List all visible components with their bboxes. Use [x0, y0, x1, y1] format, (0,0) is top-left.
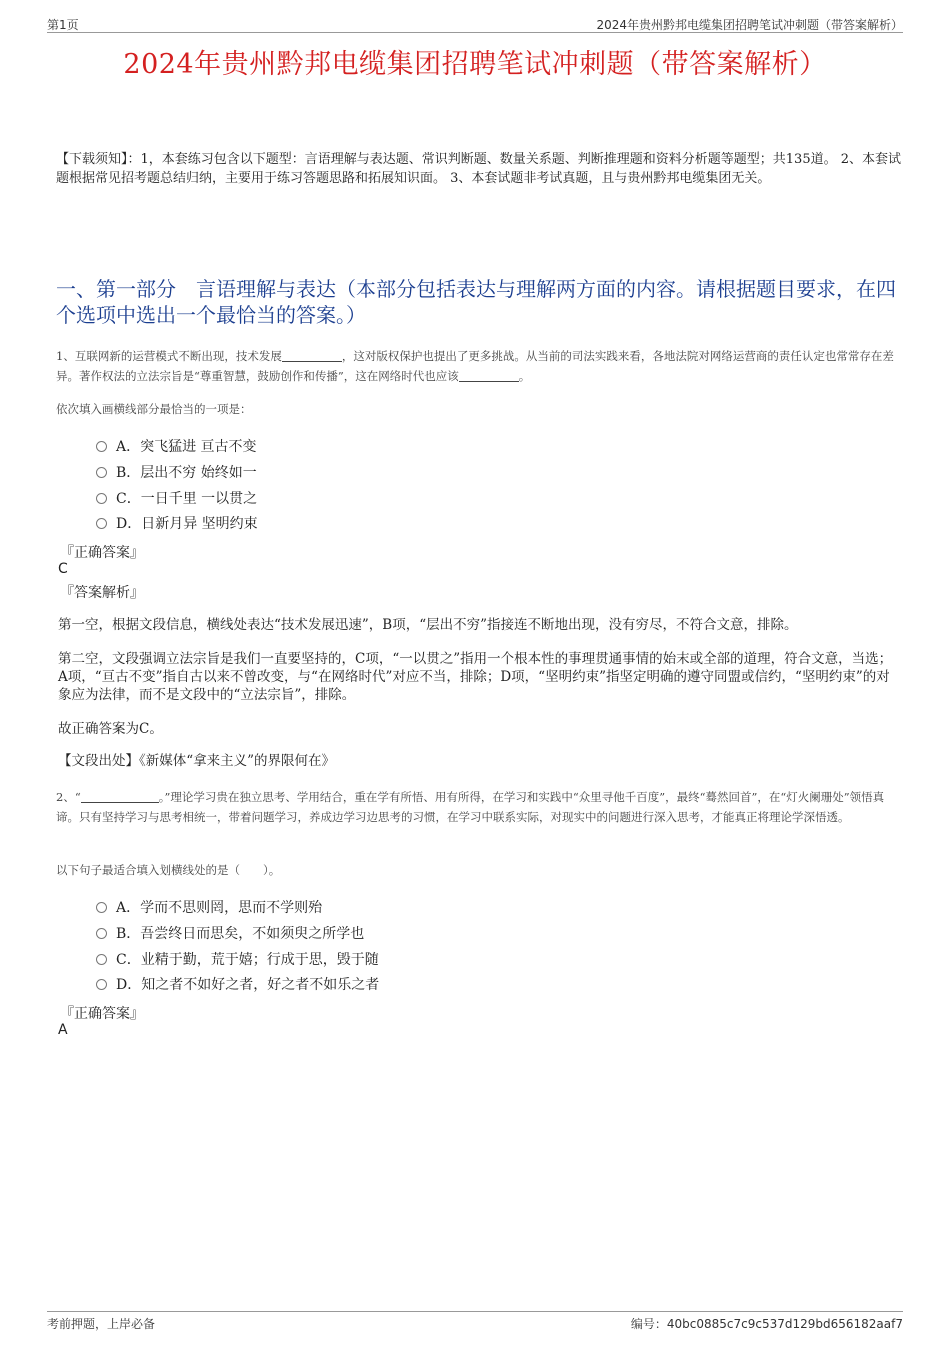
question-1-prompt: 依次填入画横线部分最恰当的一项是：: [56, 402, 252, 416]
q1-analysis-label: 『答案解析』: [60, 585, 144, 601]
radio-icon[interactable]: [96, 954, 107, 965]
radio-icon[interactable]: [96, 518, 107, 529]
footer-slogan: 考前押题，上岸必备: [47, 1317, 156, 1331]
radio-icon[interactable]: [96, 928, 107, 939]
q1-explanation-2: 第二空，文段强调立法宗旨是我们一直要坚持的，C项，“一以贯之”指用一个根本性的事理贯通事情的始末或全部的道理，符合文意，当选；A项，“亘古不变”指自古以来不曾改变，与“在网络时代”对应不当，排除；D项，“坚明约束”指坚定明确的遵守同盟或信约，“坚明约束”的对象应为法律，而不是文段中的“立法宗旨”，排除。: [58, 651, 893, 703]
q1-option-c[interactable]: C．一日千里 一以贯之: [96, 488, 257, 508]
radio-icon[interactable]: [96, 902, 107, 913]
q1-answer: C: [58, 561, 68, 577]
footer-code: 编号：40bc0885c7c9c537d129bd656182aaf7: [630, 1317, 903, 1331]
q1-answer-label: 『正确答案』: [60, 545, 144, 561]
q1-option-d[interactable]: D．日新月异 坚明约束: [96, 513, 258, 533]
q1-source: 【文段出处】《新媒体“拿来主义”的界限何在》: [58, 753, 336, 769]
header-doc-title: 2024年贵州黔邦电缆集团招聘笔试冲刺题（带答案解析）: [596, 18, 903, 32]
page-footer: [47, 1311, 903, 1331]
radio-icon[interactable]: [96, 441, 107, 452]
fill-blank: [81, 790, 159, 803]
q2-option-d[interactable]: D．知之者不如好之者，好之者不如乐之者: [96, 974, 379, 994]
question-1-text: 1、互联网新的运营模式不断出现，技术发展 ，这对版权保护也提出了更多挑战。从当前的司法实践来看，各地法院对网络运营商的责任认定也常常存在差异。著作权法的立法宗旨是“尊重智慧，鼓励创作和传播”，这在网络时代也应该 。: [56, 349, 894, 383]
section-title: 一、第一部分 言语理解与表达（本部分包括表达与理解两方面的内容。请根据题目要求，在四个选项中选出一个最恰当的答案。）: [56, 277, 896, 327]
q2-answer-label: 『正确答案』: [60, 1006, 144, 1022]
q2-option-a[interactable]: A．学而不思则罔，思而不学则殆: [96, 897, 322, 917]
q2-option-c[interactable]: C．业精于勤，荒于嬉；行成于思，毁于随: [96, 949, 379, 969]
document-title: 2024年贵州黔邦电缆集团招聘笔试冲刺题（带答案解析）: [123, 49, 827, 80]
q1-option-b[interactable]: B．层出不穷 始终如一: [96, 462, 257, 482]
q1-explanation-3: 故正确答案为C。: [58, 721, 163, 737]
q2-option-b[interactable]: B．吾尝终日而思矣，不如须臾之所学也: [96, 923, 364, 943]
page-number: 第1页: [47, 18, 79, 32]
radio-icon[interactable]: [96, 493, 107, 504]
question-2-prompt: 以下句子最适合填入划横线处的是（ ）。: [56, 863, 281, 877]
download-notice: 【下载须知】：1，本套练习包含以下题型：言语理解与表达题、常识判断题、数量关系题、判断推理题和资料分析题等题型；共135道。 2、本套试题根据常见招考题总结归纳，主要用于练习答题思路和拓展知识面。 3、本套试题非考试真题，且与贵州黔邦电缆集团无关。: [56, 152, 901, 186]
radio-icon[interactable]: [96, 979, 107, 990]
q2-answer: A: [58, 1022, 68, 1038]
page-header: [47, 14, 903, 33]
radio-icon[interactable]: [96, 467, 107, 478]
q1-option-a[interactable]: A．突飞猛进 亘古不变: [96, 436, 257, 456]
fill-blank: [282, 349, 342, 362]
fill-blank: [459, 369, 519, 382]
question-2-text: 2、“ 。”理论学习贵在独立思考、学用结合，重在学有所悟、用有所得，在学习和实践中“众里寻他千百度”，最终“蓦然回首”，在“灯火阑珊处”领悟真谛。只有坚持学习与思考相统一，带着问题学习，养成边学习边思考的习惯，在学习中联系实际，对现实中的问题进行深入思考，才能真正将理论学深悟透。: [56, 790, 885, 824]
q1-explanation-1: 第一空，根据文段信息，横线处表达“技术发展迅速”，B项，“层出不穷”指接连不断地出现，没有穷尽，不符合文意，排除。: [58, 617, 798, 633]
